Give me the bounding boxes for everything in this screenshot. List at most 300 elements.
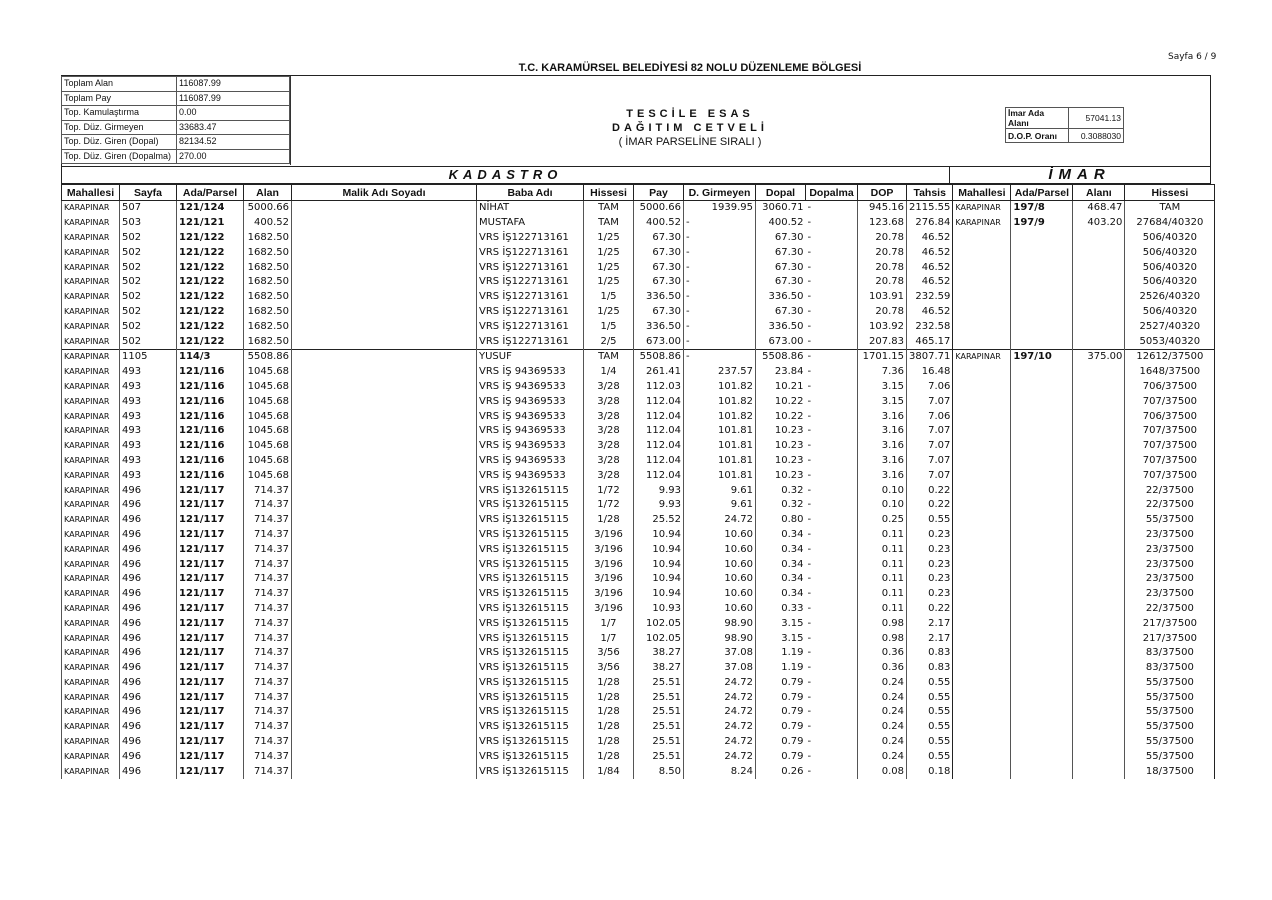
cell-pay: 112.04 <box>634 409 684 424</box>
cell-imar-ada-parsel <box>1011 334 1073 349</box>
cell-dop: 123.68 <box>858 216 907 231</box>
cell-imar-mahallesi <box>953 735 1011 750</box>
column-header-tahsis: Tahsis <box>907 185 953 201</box>
cell-imar-ada-parsel <box>1011 498 1073 513</box>
table-row <box>62 646 1215 661</box>
table-row <box>62 305 1215 320</box>
cell-kad-hissesi: 3/28 <box>584 439 634 454</box>
cell-tahsis: 0.23 <box>907 542 953 557</box>
cell-pay: 10.94 <box>634 572 684 587</box>
cell-dopalma: - <box>807 706 812 718</box>
cell-alan: 714.37 <box>244 616 292 631</box>
cell-imar-mahallesi <box>953 720 1011 735</box>
cell-dopal: 0.79 <box>756 720 806 735</box>
summary-label: Toplam Alan <box>62 77 177 92</box>
cell-baba-adi: VRS İŞ122713161 <box>477 245 584 260</box>
imar-info-label: İmar Ada Alanı <box>1006 108 1069 129</box>
cell-d-girmeyen: 101.81 <box>684 468 756 483</box>
cell-kad-ada-parsel: 121/116 <box>177 454 244 469</box>
cell-baba-adi: VRS İŞ132615115 <box>477 749 584 764</box>
cell-imar-mahallesi <box>953 587 1011 602</box>
cell-kad-mahallesi: KARAPINAR <box>62 231 120 246</box>
cell-baba-adi: VRS İŞ132615115 <box>477 483 584 498</box>
cell-tahsis: 0.55 <box>907 676 953 691</box>
cell-dop: 0.24 <box>858 705 907 720</box>
table-row <box>62 454 1215 469</box>
table-row <box>62 764 1215 779</box>
cell-imar-hissesi: 707/37500 <box>1125 468 1215 483</box>
cell-imar-mahallesi <box>953 705 1011 720</box>
cell-d-girmeyen: - <box>684 349 756 364</box>
cell-sayfa: 496 <box>120 646 177 661</box>
imar-info-table <box>1005 107 1124 143</box>
cell-d-girmeyen: 24.72 <box>684 513 756 528</box>
cell-kad-hissesi: 1/7 <box>584 631 634 646</box>
cell-imar-hissesi: 27684/40320 <box>1125 216 1215 231</box>
cell-malik <box>292 661 477 676</box>
cell-tahsis: 0.18 <box>907 764 953 779</box>
summary-label: Top. Düz. Giren (Dopal) <box>62 135 177 150</box>
cell-dop: 3.15 <box>858 394 907 409</box>
cell-pay: 25.52 <box>634 513 684 528</box>
cell-imar-mahallesi: KARAPINAR <box>953 201 1011 216</box>
cell-dopalma: - <box>807 721 812 733</box>
cell-imar-hissesi: 2526/40320 <box>1125 290 1215 305</box>
cell-malik <box>292 290 477 305</box>
cell-kad-hissesi: 1/28 <box>584 676 634 691</box>
cell-sayfa: 496 <box>120 764 177 779</box>
cell-alani <box>1073 231 1125 246</box>
cell-imar-ada-parsel <box>1011 676 1073 691</box>
cell-dopal: 23.84 <box>756 365 806 380</box>
cell-dop: 20.78 <box>858 245 907 260</box>
cell-dopal: 336.50 <box>756 319 806 334</box>
cell-tahsis: 232.58 <box>907 319 953 334</box>
cell-kad-hissesi: 3/196 <box>584 528 634 543</box>
cell-baba-adi: VRS İŞ132615115 <box>477 646 584 661</box>
cell-kad-mahallesi: KARAPINAR <box>62 661 120 676</box>
cell-tahsis: 7.06 <box>907 409 953 424</box>
cell-kad-mahallesi: KARAPINAR <box>62 334 120 349</box>
cell-kad-ada-parsel: 121/117 <box>177 749 244 764</box>
cell-sayfa: 493 <box>120 439 177 454</box>
cell-imar-mahallesi <box>953 319 1011 334</box>
cell-imar-hissesi: 18/37500 <box>1125 764 1215 779</box>
cell-kad-mahallesi: KARAPINAR <box>62 454 120 469</box>
cell-kad-ada-parsel: 121/122 <box>177 290 244 305</box>
cell-kad-mahallesi: KARAPINAR <box>62 245 120 260</box>
cell-tahsis: 2115.55 <box>907 201 953 216</box>
cell-pay: 5000.66 <box>634 201 684 216</box>
cell-dop: 0.11 <box>858 587 907 602</box>
cell-dopal: 10.23 <box>756 439 806 454</box>
cell-dopalma: - <box>807 305 812 317</box>
cell-imar-ada-parsel <box>1011 319 1073 334</box>
cell-pay: 67.30 <box>634 231 684 246</box>
cell-d-girmeyen: - <box>684 305 756 320</box>
cell-dopalma: - <box>807 750 812 762</box>
kadastro-section-title: KADASTRO <box>62 167 950 183</box>
cell-imar-mahallesi <box>953 690 1011 705</box>
cell-baba-adi: VRS İŞ 94369533 <box>477 439 584 454</box>
cell-imar-mahallesi <box>953 513 1011 528</box>
table-row <box>62 245 1215 260</box>
cell-imar-mahallesi: KARAPINAR <box>953 349 1011 364</box>
cell-kad-hissesi: 1/28 <box>584 749 634 764</box>
cell-alani <box>1073 646 1125 661</box>
cell-alani <box>1073 365 1125 380</box>
cell-dop: 0.24 <box>858 749 907 764</box>
table-row <box>62 749 1215 764</box>
cell-dopalma: - <box>807 261 812 273</box>
cell-alan: 714.37 <box>244 661 292 676</box>
cell-alan: 714.37 <box>244 720 292 735</box>
cell-dopal: 0.79 <box>756 735 806 750</box>
table-row <box>62 439 1215 454</box>
cell-imar-ada-parsel <box>1011 454 1073 469</box>
cell-alan: 1682.50 <box>244 319 292 334</box>
cell-imar-hissesi: 707/37500 <box>1125 424 1215 439</box>
cell-alani <box>1073 275 1125 290</box>
cell-dopal: 0.26 <box>756 764 806 779</box>
cell-dopalma: - <box>807 514 812 526</box>
cell-kad-mahallesi: KARAPINAR <box>62 676 120 691</box>
table-row <box>62 616 1215 631</box>
cell-dopalma: - <box>807 202 812 214</box>
cell-dop: 3.15 <box>858 380 907 395</box>
cell-malik <box>292 705 477 720</box>
cell-kad-mahallesi: KARAPINAR <box>62 542 120 557</box>
cell-tahsis: 0.55 <box>907 720 953 735</box>
cell-sayfa: 496 <box>120 749 177 764</box>
cell-kad-ada-parsel: 121/121 <box>177 216 244 231</box>
cell-baba-adi: VRS İŞ 94369533 <box>477 409 584 424</box>
cell-alani <box>1073 661 1125 676</box>
table-row <box>62 365 1215 380</box>
cell-kad-ada-parsel: 121/117 <box>177 631 244 646</box>
cell-d-girmeyen: - <box>684 216 756 231</box>
cell-kad-ada-parsel: 121/117 <box>177 572 244 587</box>
cell-dop: 20.78 <box>858 275 907 290</box>
cell-tahsis: 2.17 <box>907 631 953 646</box>
cell-malik <box>292 528 477 543</box>
cell-pay: 38.27 <box>634 646 684 661</box>
cell-kad-mahallesi: KARAPINAR <box>62 616 120 631</box>
cell-malik <box>292 454 477 469</box>
cell-d-girmeyen: 101.82 <box>684 380 756 395</box>
cell-pay: 67.30 <box>634 275 684 290</box>
cell-kad-ada-parsel: 121/122 <box>177 260 244 275</box>
cell-kad-ada-parsel: 121/116 <box>177 424 244 439</box>
cell-kad-hissesi: 3/28 <box>584 394 634 409</box>
cell-baba-adi: VRS İŞ 94369533 <box>477 454 584 469</box>
cell-malik <box>292 365 477 380</box>
table-row <box>62 661 1215 676</box>
cell-dop: 3.16 <box>858 409 907 424</box>
cell-malik <box>292 498 477 513</box>
cell-imar-mahallesi <box>953 409 1011 424</box>
cell-imar-ada-parsel: 197/9 <box>1011 216 1073 231</box>
cell-d-girmeyen: 10.60 <box>684 528 756 543</box>
cell-dopal: 336.50 <box>756 290 806 305</box>
cell-imar-ada-parsel <box>1011 542 1073 557</box>
cell-sayfa: 503 <box>120 216 177 231</box>
cell-imar-ada-parsel <box>1011 749 1073 764</box>
cell-kad-ada-parsel: 121/122 <box>177 319 244 334</box>
cell-kad-ada-parsel: 121/116 <box>177 394 244 409</box>
cell-tahsis: 0.55 <box>907 705 953 720</box>
cell-tahsis: 0.83 <box>907 646 953 661</box>
cell-sayfa: 502 <box>120 245 177 260</box>
cell-kad-hissesi: 1/4 <box>584 365 634 380</box>
cell-sayfa: 496 <box>120 676 177 691</box>
cell-kad-mahallesi: KARAPINAR <box>62 275 120 290</box>
cell-dop: 0.36 <box>858 646 907 661</box>
cell-imar-hissesi: 706/37500 <box>1125 409 1215 424</box>
cell-imar-ada-parsel <box>1011 275 1073 290</box>
cell-tahsis: 0.83 <box>907 661 953 676</box>
table-row <box>62 720 1215 735</box>
cell-d-girmeyen: 10.60 <box>684 557 756 572</box>
cell-imar-mahallesi <box>953 764 1011 779</box>
cell-kad-ada-parsel: 121/117 <box>177 483 244 498</box>
cell-imar-ada-parsel <box>1011 409 1073 424</box>
summary-table <box>61 76 290 164</box>
cell-d-girmeyen: 24.72 <box>684 690 756 705</box>
cell-malik <box>292 468 477 483</box>
cell-kad-hissesi: TAM <box>584 201 634 216</box>
cell-alani <box>1073 290 1125 305</box>
cell-alan: 714.37 <box>244 735 292 750</box>
cell-baba-adi: VRS İŞ132615115 <box>477 587 584 602</box>
cell-imar-ada-parsel <box>1011 631 1073 646</box>
cell-imar-mahallesi <box>953 260 1011 275</box>
summary-value: 116087.99 <box>177 91 290 106</box>
cell-imar-ada-parsel <box>1011 764 1073 779</box>
cell-alan: 714.37 <box>244 513 292 528</box>
cell-kad-mahallesi: KARAPINAR <box>62 587 120 602</box>
cell-imar-hissesi: 707/37500 <box>1125 454 1215 469</box>
cell-imar-ada-parsel: 197/8 <box>1011 201 1073 216</box>
column-header-alan: Alan <box>244 185 292 201</box>
cell-dopal: 0.80 <box>756 513 806 528</box>
cell-d-girmeyen: 10.60 <box>684 587 756 602</box>
cell-tahsis: 2.17 <box>907 616 953 631</box>
cell-dopalma: - <box>807 425 812 437</box>
cell-kad-ada-parsel: 121/122 <box>177 334 244 349</box>
cell-imar-hissesi: 55/37500 <box>1125 705 1215 720</box>
cell-alan: 400.52 <box>244 216 292 231</box>
cell-dop: 1701.15 <box>858 349 907 364</box>
cell-dop: 0.24 <box>858 720 907 735</box>
cell-imar-hissesi: 1648/37500 <box>1125 365 1215 380</box>
cell-imar-ada-parsel <box>1011 735 1073 750</box>
cell-kad-hissesi: 1/25 <box>584 275 634 290</box>
cell-dop: 0.36 <box>858 661 907 676</box>
cell-imar-ada-parsel: 197/10 <box>1011 349 1073 364</box>
cell-dop: 20.78 <box>858 305 907 320</box>
cell-alani <box>1073 602 1125 617</box>
cell-imar-hissesi: 83/37500 <box>1125 646 1215 661</box>
cell-alan: 714.37 <box>244 557 292 572</box>
cell-dop: 0.98 <box>858 616 907 631</box>
cell-d-girmeyen: 24.72 <box>684 720 756 735</box>
cell-imar-hissesi: 55/37500 <box>1125 749 1215 764</box>
cell-alan: 714.37 <box>244 572 292 587</box>
cell-kad-mahallesi: KARAPINAR <box>62 498 120 513</box>
cell-pay: 673.00 <box>634 334 684 349</box>
cell-imar-mahallesi <box>953 483 1011 498</box>
table-row <box>62 690 1215 705</box>
imar-info-row <box>1006 108 1124 129</box>
cell-imar-ada-parsel <box>1011 305 1073 320</box>
summary-row <box>62 120 290 135</box>
cell-alan: 714.37 <box>244 646 292 661</box>
cell-imar-hissesi: 506/40320 <box>1125 231 1215 246</box>
cell-kad-hissesi: 3/28 <box>584 409 634 424</box>
cell-kad-ada-parsel: 121/124 <box>177 201 244 216</box>
cell-d-girmeyen: - <box>684 319 756 334</box>
cell-imar-hissesi: 506/40320 <box>1125 275 1215 290</box>
cell-imar-hissesi: 217/37500 <box>1125 631 1215 646</box>
cell-sayfa: 496 <box>120 602 177 617</box>
column-header-malik: Malik Adı Soyadı <box>292 185 477 201</box>
cell-imar-hissesi: 55/37500 <box>1125 735 1215 750</box>
cell-pay: 25.51 <box>634 705 684 720</box>
cell-imar-mahallesi <box>953 572 1011 587</box>
cell-dopalma: - <box>807 573 812 585</box>
imar-info-label: D.O.P. Oranı <box>1006 129 1069 143</box>
cell-tahsis: 0.22 <box>907 602 953 617</box>
cell-alani <box>1073 424 1125 439</box>
table-row <box>62 602 1215 617</box>
summary-row <box>62 135 290 150</box>
cell-pay: 25.51 <box>634 690 684 705</box>
cell-sayfa: 502 <box>120 334 177 349</box>
cell-dopalma: - <box>807 366 812 378</box>
cell-baba-adi: VRS İŞ122713161 <box>477 260 584 275</box>
cell-malik <box>292 749 477 764</box>
cell-d-girmeyen: 10.60 <box>684 572 756 587</box>
cell-dopal: 10.22 <box>756 409 806 424</box>
cell-alani <box>1073 735 1125 750</box>
cell-alani <box>1073 319 1125 334</box>
cell-kad-mahallesi: KARAPINAR <box>62 305 120 320</box>
cell-dopalma: - <box>807 231 812 243</box>
cell-dopal: 10.23 <box>756 454 806 469</box>
cell-malik <box>292 201 477 216</box>
cell-alan: 1682.50 <box>244 334 292 349</box>
cell-imar-mahallesi <box>953 380 1011 395</box>
cell-baba-adi: VRS İŞ122713161 <box>477 275 584 290</box>
cell-alan: 714.37 <box>244 631 292 646</box>
cell-dop: 945.16 <box>858 201 907 216</box>
cell-imar-mahallesi <box>953 602 1011 617</box>
cell-imar-ada-parsel <box>1011 572 1073 587</box>
title-line-2: DAĞITIM CETVELİ <box>612 122 768 134</box>
cell-pay: 9.93 <box>634 498 684 513</box>
column-header-kad-ada-parsel: Ada/Parsel <box>177 185 244 201</box>
column-header-imar-ada-parsel: Ada/Parsel <box>1011 185 1073 201</box>
cell-sayfa: 496 <box>120 705 177 720</box>
table-row <box>62 468 1215 483</box>
cell-imar-ada-parsel <box>1011 290 1073 305</box>
cell-kad-mahallesi: KARAPINAR <box>62 631 120 646</box>
cell-malik <box>292 690 477 705</box>
column-header-imar-mahallesi: Mahallesi <box>953 185 1011 201</box>
cell-imar-mahallesi <box>953 616 1011 631</box>
cell-kad-ada-parsel: 121/117 <box>177 616 244 631</box>
cell-alani <box>1073 764 1125 779</box>
cell-alan: 1682.50 <box>244 260 292 275</box>
cell-imar-ada-parsel <box>1011 705 1073 720</box>
cell-alan: 1682.50 <box>244 290 292 305</box>
cell-tahsis: 7.07 <box>907 424 953 439</box>
cell-pay: 25.51 <box>634 720 684 735</box>
cell-kad-mahallesi: KARAPINAR <box>62 513 120 528</box>
cell-pay: 102.05 <box>634 631 684 646</box>
document-title: T.C. KARAMÜRSEL BELEDİYESİ 82 NOLU DÜZENLEME BÖLGESİ <box>518 62 862 74</box>
cell-kad-ada-parsel: 121/116 <box>177 409 244 424</box>
cell-kad-hissesi: 1/25 <box>584 245 634 260</box>
cell-kad-ada-parsel: 121/116 <box>177 365 244 380</box>
cell-d-girmeyen: 101.81 <box>684 424 756 439</box>
cell-dopalma: - <box>807 736 812 748</box>
cell-pay: 400.52 <box>634 216 684 231</box>
cell-kad-ada-parsel: 114/3 <box>177 349 244 364</box>
cell-sayfa: 496 <box>120 557 177 572</box>
cell-pay: 261.41 <box>634 365 684 380</box>
cell-imar-ada-parsel <box>1011 690 1073 705</box>
cell-pay: 9.93 <box>634 483 684 498</box>
cell-dopal: 3.15 <box>756 616 806 631</box>
cell-dop: 207.83 <box>858 334 907 349</box>
cell-pay: 112.04 <box>634 439 684 454</box>
cell-tahsis: 0.55 <box>907 749 953 764</box>
table-row <box>62 513 1215 528</box>
center-title <box>560 107 820 149</box>
cell-sayfa: 496 <box>120 661 177 676</box>
cell-alani <box>1073 676 1125 691</box>
cell-imar-hissesi: 506/40320 <box>1125 245 1215 260</box>
column-header-imar-hissesi: Hissesi <box>1125 185 1215 201</box>
cell-dopalma: - <box>807 558 812 570</box>
cell-kad-hissesi: 1/28 <box>584 720 634 735</box>
cell-pay: 10.94 <box>634 528 684 543</box>
cell-pay: 112.04 <box>634 424 684 439</box>
cell-kad-mahallesi: KARAPINAR <box>62 528 120 543</box>
cell-pay: 67.30 <box>634 245 684 260</box>
cell-kad-ada-parsel: 121/116 <box>177 468 244 483</box>
cell-alani <box>1073 528 1125 543</box>
cell-pay: 112.03 <box>634 380 684 395</box>
cell-alani <box>1073 705 1125 720</box>
cell-malik <box>292 334 477 349</box>
cell-sayfa: 507 <box>120 201 177 216</box>
cell-malik <box>292 572 477 587</box>
table-row <box>62 528 1215 543</box>
column-header-sayfa: Sayfa <box>120 185 177 201</box>
cell-dopalma: - <box>806 349 858 364</box>
cell-dopal: 3060.71 <box>756 201 806 216</box>
cell-malik <box>292 380 477 395</box>
cell-alani <box>1073 542 1125 557</box>
cell-sayfa: 496 <box>120 720 177 735</box>
cell-dop: 20.78 <box>858 260 907 275</box>
cell-dop: 103.91 <box>858 290 907 305</box>
cell-imar-mahallesi <box>953 454 1011 469</box>
cell-sayfa: 1105 <box>120 349 177 364</box>
